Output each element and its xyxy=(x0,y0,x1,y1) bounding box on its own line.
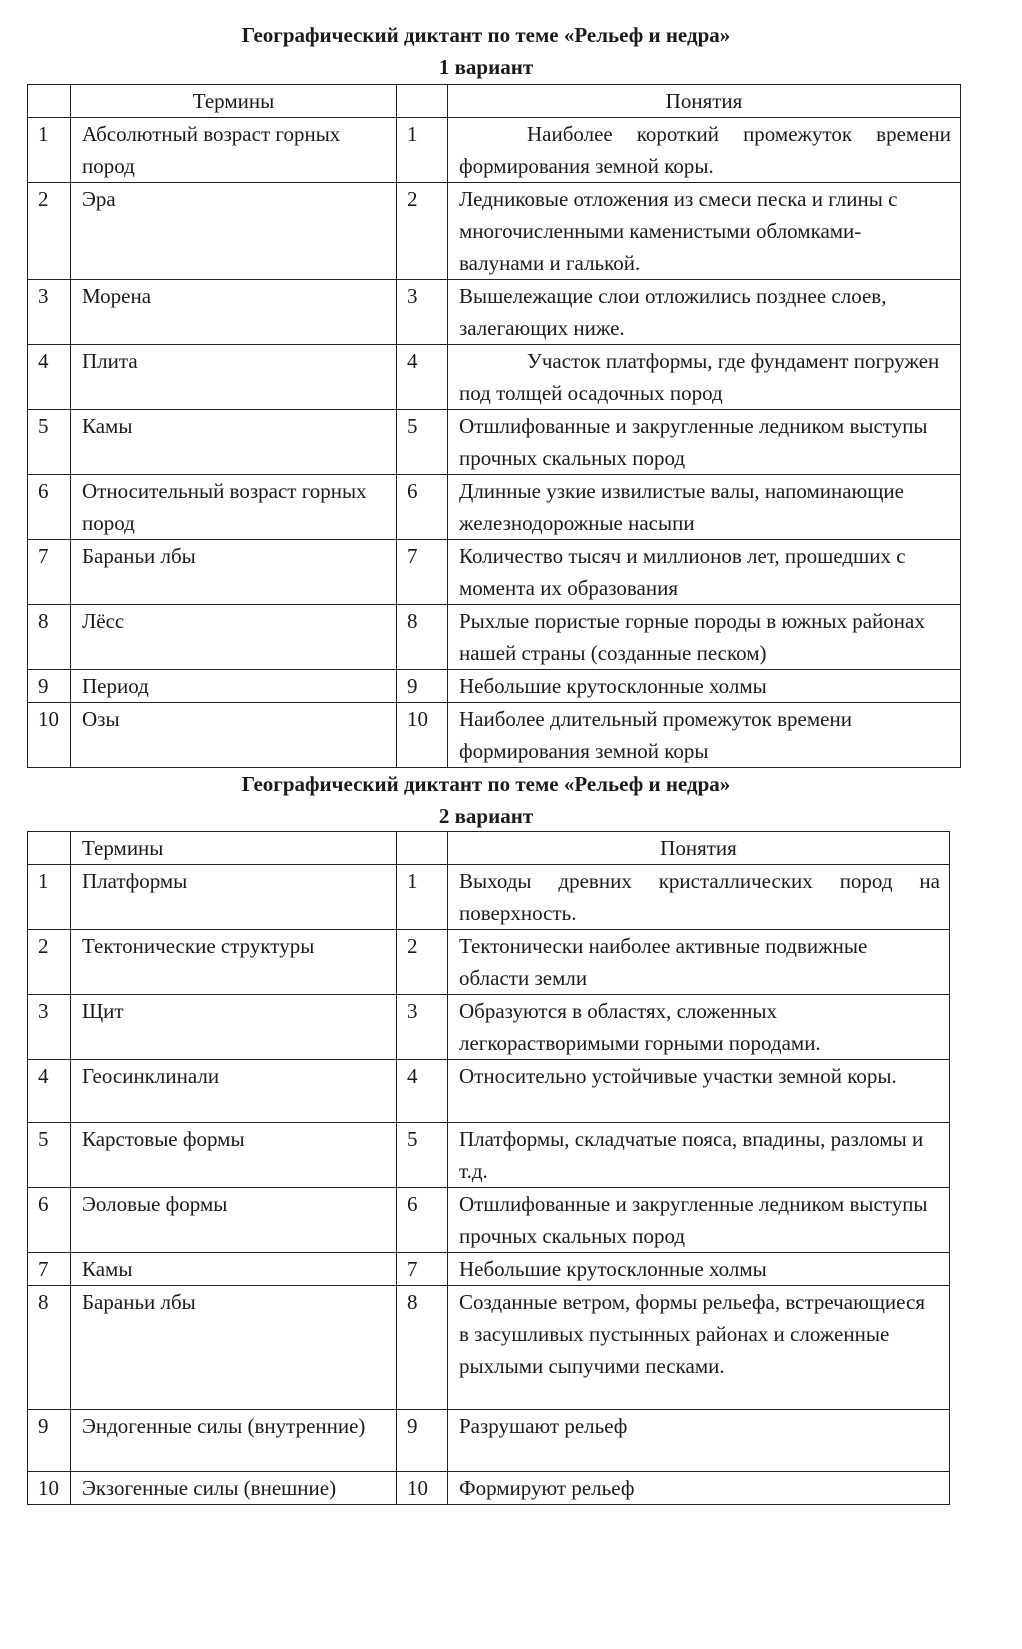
term: Тектонические структуры xyxy=(71,930,397,995)
term-number: 2 xyxy=(28,183,71,280)
concept: Формируют рельеф xyxy=(448,1472,950,1505)
concept: Относительно устойчивые участки земной коры. xyxy=(448,1060,950,1123)
term-number: 3 xyxy=(28,995,71,1060)
concept-number: 4 xyxy=(397,1060,448,1123)
term: Бараньи лбы xyxy=(71,1286,397,1410)
term: Относительный возраст горных пород xyxy=(71,475,397,540)
header-number-cell xyxy=(28,85,71,118)
concept: Небольшие крутосклонные холмы xyxy=(448,1253,950,1286)
concept-number: 2 xyxy=(397,183,448,280)
variant2-table xyxy=(27,831,950,1505)
term: Платформы xyxy=(71,865,397,930)
term-number: 7 xyxy=(28,540,71,605)
concept-number: 10 xyxy=(397,1472,448,1505)
term-number: 9 xyxy=(28,1410,71,1472)
term: Эндогенные силы (внутренние) xyxy=(71,1410,397,1472)
term-number: 3 xyxy=(28,280,71,345)
table-row xyxy=(28,670,961,703)
variant1-title: Географический диктант по теме «Рельеф и недра» xyxy=(241,23,731,47)
header-concepts: Понятия xyxy=(448,832,950,865)
table-row xyxy=(28,475,961,540)
term: Эоловые формы xyxy=(71,1188,397,1253)
table-row xyxy=(28,118,961,183)
term-number: 5 xyxy=(28,410,71,475)
concept: Образуются в областях, сложенных легкорастворимыми горными породами. xyxy=(448,995,950,1060)
term-number: 8 xyxy=(28,605,71,670)
term-number: 4 xyxy=(28,1060,71,1123)
table-row xyxy=(28,865,950,930)
concept: Наиболее длительный промежуток времени формирования земной коры xyxy=(448,703,961,768)
term: Лёсс xyxy=(71,605,397,670)
term: Эра xyxy=(71,183,397,280)
table-row xyxy=(28,280,961,345)
table-row xyxy=(28,1253,950,1286)
term: Экзогенные силы (внешние) xyxy=(71,1472,397,1505)
concept: Вышележащие слои отложились позднее слоев, залегающих ниже. xyxy=(448,280,961,345)
table-row xyxy=(28,1410,950,1472)
table-header-row xyxy=(28,832,950,865)
term: Щит xyxy=(71,995,397,1060)
concept-number: 3 xyxy=(397,995,448,1060)
concept-number: 6 xyxy=(397,1188,448,1253)
header-terms: Термины xyxy=(71,832,397,865)
concept: Количество тысяч и миллионов лет, прошедших с момента их образования xyxy=(448,540,961,605)
concept-number: 8 xyxy=(397,1286,448,1410)
table-row xyxy=(28,703,961,768)
table-row xyxy=(28,183,961,280)
concept: Отшлифованные и закругленные ледником выступы прочных скальных пород xyxy=(448,1188,950,1253)
header-concepts: Понятия xyxy=(448,85,961,118)
concept-number: 9 xyxy=(397,1410,448,1472)
concept-number: 5 xyxy=(397,410,448,475)
concept-number: 1 xyxy=(397,118,448,183)
concept-number: 8 xyxy=(397,605,448,670)
concept: Тектонически наиболее активные подвижные области земли xyxy=(448,930,950,995)
term-number: 9 xyxy=(28,670,71,703)
concept: Ледниковые отложения из смеси песка и глины с многочисленными каменистыми обломками- валунами и галькой. xyxy=(448,183,961,280)
concept: Выходы древних кристаллических пород на поверхность. xyxy=(448,865,950,930)
term-number: 1 xyxy=(28,865,71,930)
concept-number: 7 xyxy=(397,1253,448,1286)
concept: Созданные ветром, формы рельефа, встречающиеся в засушливых пустынных районах и сложенные рыхлыми сыпучими песками. xyxy=(448,1286,950,1410)
concept-number: 10 xyxy=(397,703,448,768)
table-row xyxy=(28,995,950,1060)
term: Бараньи лбы xyxy=(71,540,397,605)
term: Плита xyxy=(71,345,397,410)
table-row xyxy=(28,605,961,670)
header-number-cell xyxy=(397,85,448,118)
table-row xyxy=(28,930,950,995)
concept-number: 4 xyxy=(397,345,448,410)
table-row xyxy=(28,540,961,605)
concept: Наиболее короткий промежуток времени формирования земной коры. xyxy=(448,118,961,183)
term-number: 10 xyxy=(28,703,71,768)
table-row xyxy=(28,1188,950,1253)
variant1-table xyxy=(27,84,961,768)
concept-number: 6 xyxy=(397,475,448,540)
term: Камы xyxy=(71,1253,397,1286)
concept: Отшлифованные и закругленные ледником выступы прочных скальных пород xyxy=(448,410,961,475)
term: Абсолютный возраст горных пород xyxy=(71,118,397,183)
concept: Участок платформы, где фундамент погружен под толщей осадочных пород xyxy=(448,345,961,410)
header-terms: Термины xyxy=(71,85,397,118)
term-number: 6 xyxy=(28,1188,71,1253)
concept: Длинные узкие извилистые валы, напоминающие железнодорожные насыпи xyxy=(448,475,961,540)
term: Период xyxy=(71,670,397,703)
concept-number: 7 xyxy=(397,540,448,605)
concept-number: 9 xyxy=(397,670,448,703)
term: Карстовые формы xyxy=(71,1123,397,1188)
table-header-row xyxy=(28,85,961,118)
term-number: 4 xyxy=(28,345,71,410)
term-number: 8 xyxy=(28,1286,71,1410)
term: Геосинклинали xyxy=(71,1060,397,1123)
concept-number: 1 xyxy=(397,865,448,930)
header-number-cell xyxy=(397,832,448,865)
concept: Разрушают рельеф xyxy=(448,1410,950,1472)
variant2-title: Географический диктант по теме «Рельеф и недра» xyxy=(241,772,731,796)
term-number: 10 xyxy=(28,1472,71,1505)
concept: Платформы, складчатые пояса, впадины, разломы и т.д. xyxy=(448,1123,950,1188)
table-row xyxy=(28,1286,950,1410)
term: Озы xyxy=(71,703,397,768)
term-number: 7 xyxy=(28,1253,71,1286)
term: Камы xyxy=(71,410,397,475)
table-row xyxy=(28,1472,950,1505)
table-row xyxy=(28,1123,950,1188)
concept-number: 5 xyxy=(397,1123,448,1188)
variant1-subtitle: 1 вариант xyxy=(438,55,534,79)
concept-number: 3 xyxy=(397,280,448,345)
table-row xyxy=(28,1060,950,1123)
term: Морена xyxy=(71,280,397,345)
term-number: 1 xyxy=(28,118,71,183)
term-number: 5 xyxy=(28,1123,71,1188)
concept-number: 2 xyxy=(397,930,448,995)
concept: Рыхлые пористые горные породы в южных районах нашей страны (созданные песком) xyxy=(448,605,961,670)
concept: Небольшие крутосклонные холмы xyxy=(448,670,961,703)
table-row xyxy=(28,410,961,475)
term-number: 2 xyxy=(28,930,71,995)
term-number: 6 xyxy=(28,475,71,540)
header-number-cell xyxy=(28,832,71,865)
table-row xyxy=(28,345,961,410)
variant2-subtitle: 2 вариант xyxy=(438,804,534,828)
